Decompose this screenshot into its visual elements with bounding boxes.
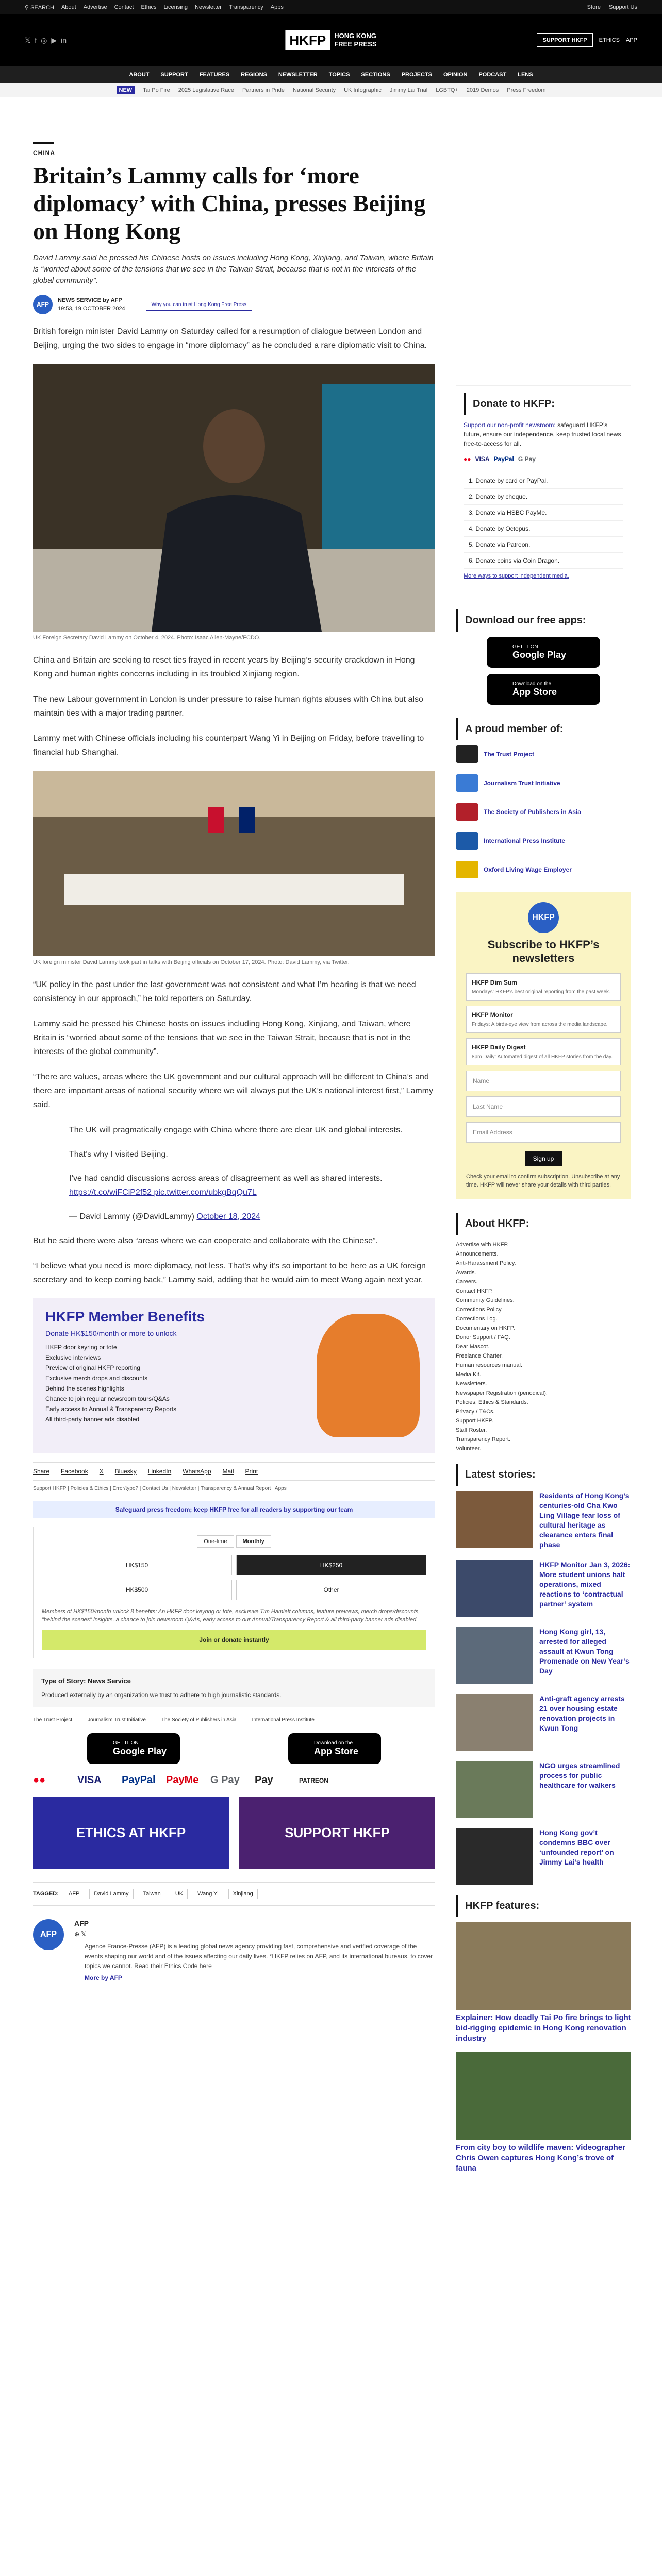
logo-line: HONG KONG bbox=[334, 32, 376, 40]
newsletter-desc: Fridays: A birds-eye view from across the media landscape. bbox=[472, 1022, 608, 1027]
photo-suit bbox=[152, 495, 322, 632]
logo-text bbox=[334, 32, 376, 48]
about-link[interactable]: Newspaper Registration (periodical). bbox=[456, 1390, 548, 1396]
support-promo[interactable]: SUPPORT HKFP bbox=[239, 1797, 435, 1869]
paragraph: Lammy met with Chinese officials including his counterpart Wang Yi in Beijing on Friday, before travelling to financial hub Shanghai. bbox=[33, 734, 424, 757]
about-link[interactable]: Transparency Report. bbox=[456, 1436, 510, 1443]
story-title: Anti-graft agency arrests 21 over housing estate renovation projects in Kwun Tong bbox=[539, 1694, 625, 1732]
story-type-desc: Produced externally by an organization we trust to adhere to high journalistic standards. bbox=[41, 1691, 282, 1699]
amount-option-selected[interactable]: HK$250 bbox=[236, 1555, 426, 1575]
tweet-link[interactable]: https://t.co/wiFCiP2f52 pic.twitter.com/ubkgBqQu7L bbox=[69, 1188, 257, 1197]
hkfp-badge: HKFP bbox=[528, 902, 559, 933]
paragraph: “I believe what you need is more diplomacy, not less. That’s why it’s so important to be here as a UK foreign secretary and to keep coming back,” Lammy said, adding that he would aim to meet Wang again next year. bbox=[33, 1262, 426, 1284]
author-social bbox=[74, 1930, 435, 1938]
nav-item[interactable]: OPINION bbox=[443, 72, 468, 78]
trending-link[interactable]: Jimmy Lai Trial bbox=[389, 87, 428, 93]
story-title: Hong Kong girl, 13, arrested for alleged assault at Kwun Tong Promenade on New Year’s Day bbox=[539, 1628, 630, 1675]
visa-icon: VISA bbox=[475, 455, 490, 463]
story-title: NGO urges streamlined process for public healthcare for walkers bbox=[539, 1761, 620, 1789]
photo-flag-cn bbox=[208, 807, 224, 833]
x-icon[interactable]: 𝕏 bbox=[81, 1930, 87, 1938]
jti-logo[interactable]: Journalism Trust Initiative bbox=[88, 1717, 146, 1723]
latest-heading: Latest stories: bbox=[456, 1464, 631, 1486]
about-link[interactable]: Staff Roster. bbox=[456, 1427, 487, 1433]
about-link[interactable]: Policies, Ethics & Standards. bbox=[456, 1399, 528, 1405]
latest-stories bbox=[456, 1491, 631, 1885]
newsletter-desc: 8pm Daily: Automated digest of all HKFP stories from the day. bbox=[472, 1054, 613, 1060]
tag[interactable]: Taiwan bbox=[139, 1889, 166, 1899]
gpay-icon: G Pay bbox=[518, 455, 536, 463]
about-link[interactable]: Anti-Harassment Policy. bbox=[456, 1260, 516, 1266]
share-linkedin[interactable]: LinkedIn bbox=[147, 1468, 172, 1475]
utility-link[interactable]: Ethics bbox=[141, 4, 157, 10]
story-title: HKFP Monitor Jan 3, 2026: More student unions halt operations, mixed reactions to ‘contractual partner’ system bbox=[539, 1561, 631, 1608]
photo-flag-uk bbox=[239, 807, 255, 833]
afp-avatar: AFP bbox=[33, 295, 53, 314]
name-field[interactable]: Name bbox=[466, 1071, 621, 1091]
tweet-text: The UK will pragmatically engage with China where there are clear UK and global interests. bbox=[69, 1126, 403, 1134]
byline-date: 19:53, 19 OCTOBER 2024 bbox=[58, 306, 125, 312]
email-field[interactable]: Email Address bbox=[466, 1122, 621, 1143]
about-links bbox=[456, 1240, 631, 1453]
org-name: International Press Institute bbox=[484, 837, 566, 844]
newsletter-name: HKFP Dim Sum bbox=[472, 979, 517, 986]
member-heading: A proud member of: bbox=[456, 718, 631, 740]
about-link[interactable]: Support HKFP. bbox=[456, 1418, 493, 1424]
about-link[interactable]: Advertise with HKFP. bbox=[456, 1242, 509, 1248]
share-whatsapp[interactable]: WhatsApp bbox=[183, 1468, 211, 1475]
story-thumbnail bbox=[456, 1761, 533, 1818]
story-item[interactable] bbox=[456, 1491, 631, 1550]
about-link[interactable]: Freelance Charter. bbox=[456, 1353, 503, 1359]
byline-source[interactable]: NEWS SERVICE by AFP bbox=[58, 297, 122, 303]
about-link[interactable]: Newsletters. bbox=[456, 1381, 487, 1387]
app-store-button[interactable] bbox=[487, 674, 600, 705]
story-thumbnail bbox=[456, 1491, 533, 1548]
author-box bbox=[33, 1919, 435, 1981]
newsletter-option[interactable] bbox=[466, 973, 621, 1001]
newsletter-signup bbox=[456, 892, 631, 1199]
story-thumbnail bbox=[456, 1627, 533, 1684]
article-column bbox=[33, 97, 435, 2182]
youtube-icon[interactable]: ▶ bbox=[51, 36, 57, 44]
org-item[interactable] bbox=[456, 745, 631, 763]
trending-link[interactable]: UK Infographic bbox=[344, 87, 382, 93]
app-link[interactable]: APP bbox=[625, 37, 637, 43]
nav-item[interactable]: TOPICS bbox=[328, 72, 350, 78]
tweet-text: That’s why I visited Beijing. bbox=[69, 1150, 168, 1159]
last-name-field[interactable]: Last Name bbox=[466, 1096, 621, 1117]
feature-item[interactable] bbox=[456, 2052, 631, 2174]
share-bluesky[interactable]: Bluesky bbox=[114, 1468, 137, 1475]
tweet-date-link[interactable]: October 18, 2024 bbox=[196, 1212, 261, 1221]
utility-link[interactable]: Advertise bbox=[83, 4, 107, 10]
member-logos-row bbox=[33, 1717, 435, 1723]
donation-option[interactable]: 6. Donate coins via Coin Dragon. bbox=[464, 553, 623, 569]
article-standfirst: David Lammy said he pressed his Chinese hosts on issues including Hong Kong, Xinjiang, and Taiwan, where Britain is “worried about some of the tensions that we see in the Taiwan Strait, because that is not in the interests of the global community”. bbox=[33, 253, 434, 285]
tag[interactable]: UK bbox=[171, 1889, 188, 1899]
share-bar bbox=[33, 1462, 435, 1481]
trust-link[interactable]: Why you can trust Hong Kong Free Press bbox=[146, 299, 253, 311]
signup-note: Check your email to confirm subscription. Unsubscribe at any time. HKFP will never share your details with third parties. bbox=[466, 1174, 620, 1188]
feature-image bbox=[456, 2052, 631, 2140]
gpay-icon[interactable]: G Pay bbox=[210, 1774, 240, 1786]
author-bio bbox=[85, 1942, 435, 1971]
donate-heading: Donate to HKFP: bbox=[464, 393, 623, 415]
article-photo-lammy bbox=[33, 364, 435, 632]
nav-item[interactable]: SECTIONS bbox=[361, 72, 390, 78]
support-hkfp-button[interactable]: SUPPORT HKFP bbox=[537, 33, 592, 47]
tag[interactable]: AFP bbox=[64, 1889, 84, 1899]
donation-frequency-tabs bbox=[42, 1535, 426, 1548]
tag[interactable]: Xinjiang bbox=[228, 1889, 258, 1899]
about-link[interactable]: Corrections Log. bbox=[456, 1316, 498, 1322]
trust-project-icon bbox=[456, 745, 478, 763]
story-item[interactable] bbox=[456, 1627, 631, 1684]
story-thumbnail bbox=[456, 1560, 533, 1617]
nav-item[interactable]: ABOUT bbox=[129, 72, 150, 78]
app-store-button[interactable] bbox=[288, 1733, 381, 1764]
share-x[interactable]: X bbox=[99, 1468, 104, 1475]
trending-link[interactable]: 2019 Demos bbox=[466, 87, 499, 93]
ethics-code-link[interactable]: Read their Ethics Code here bbox=[134, 1962, 212, 1970]
story-item[interactable] bbox=[456, 1761, 631, 1818]
org-name: The Trust Project bbox=[484, 751, 535, 758]
benefit-item: Early access to Annual & Transparency Reports bbox=[45, 1405, 177, 1413]
utility-link[interactable]: Transparency bbox=[228, 4, 263, 10]
patreon-icon[interactable]: PATREON bbox=[299, 1776, 328, 1784]
logo-mark: HKFP bbox=[285, 30, 330, 50]
donate-blurb bbox=[464, 420, 623, 448]
about-link[interactable]: Human resources manual. bbox=[456, 1362, 523, 1368]
sopa-logo[interactable]: The Society of Publishers in Asia bbox=[161, 1717, 237, 1723]
tag-list bbox=[33, 1882, 435, 1906]
join-donate-button[interactable]: Join or donate instantly bbox=[42, 1630, 426, 1650]
paypal-icon: PayPal bbox=[493, 455, 514, 463]
benefit-item: Exclusive merch drops and discounts bbox=[45, 1375, 148, 1382]
store-caption: GET IT ON bbox=[113, 1740, 139, 1746]
jti-icon bbox=[456, 774, 478, 792]
newsletter-desc: Mondays: HKFP’s best original reporting from the past week. bbox=[472, 989, 610, 995]
paragraph: “There are values, areas where the UK government and our cultural approach will be different to China’s and there are important areas of national security where we will always put the UK’s national interest first,” Lammy said. bbox=[33, 1073, 434, 1109]
tag[interactable]: Wang Yi bbox=[193, 1889, 223, 1899]
benefit-item: Behind the scenes highlights bbox=[45, 1385, 124, 1392]
donate-link[interactable]: Support our non-profit newsroom: bbox=[464, 421, 556, 429]
tweet-attribution bbox=[69, 1210, 435, 1224]
article-category[interactable]: CHINA bbox=[33, 149, 55, 157]
features-heading: HKFP features: bbox=[456, 1895, 631, 1917]
paypal-icon[interactable]: PayPal bbox=[122, 1774, 156, 1786]
banner-subtitle: Donate HK$150/month or more to unlock bbox=[45, 1329, 177, 1337]
tagged-label: TAGGED: bbox=[33, 1891, 59, 1897]
social-icons bbox=[25, 36, 67, 45]
about-link[interactable]: Contact HKFP. bbox=[456, 1288, 493, 1294]
share-print[interactable]: Print bbox=[245, 1468, 258, 1475]
payme-icon[interactable]: PayMe bbox=[166, 1774, 199, 1786]
google-play-button[interactable] bbox=[487, 637, 600, 668]
globe-icon[interactable]: ⊕ bbox=[74, 1930, 80, 1938]
story-item[interactable] bbox=[456, 1694, 631, 1751]
benefit-item: Preview of original HKFP reporting bbox=[45, 1364, 140, 1371]
paragraph: But he said there were also “areas where we can cooperate and collaborate with the Chinese”. bbox=[33, 1236, 378, 1245]
photo-illustration bbox=[33, 364, 435, 632]
sidebar-payment-icons bbox=[464, 455, 623, 463]
about-link[interactable]: Careers. bbox=[456, 1279, 478, 1285]
visa-icon[interactable]: VISA bbox=[77, 1774, 102, 1786]
new-badge: NEW bbox=[117, 86, 135, 94]
signup-button[interactable]: Sign up bbox=[525, 1151, 562, 1166]
org-name: The Society of Publishers in Asia bbox=[484, 808, 581, 816]
org-item[interactable] bbox=[456, 832, 631, 850]
store-link[interactable]: Store bbox=[587, 4, 601, 10]
store-name: App Store bbox=[512, 687, 557, 697]
trending-link[interactable]: 2025 Legislative Race bbox=[178, 87, 234, 93]
photo-table bbox=[64, 874, 404, 905]
photo-caption: UK foreign minister David Lammy took part in talks with Beijing officials on October 17, 2024. Photo: David Lammy, via Twitter. bbox=[33, 959, 350, 965]
amount-option-other[interactable]: Other bbox=[236, 1580, 426, 1600]
nav-item[interactable]: PROJECTS bbox=[401, 72, 432, 78]
logo-line: FREE PRESS bbox=[334, 40, 377, 48]
donation-option[interactable]: 3. Donate via HSBC PayMe. bbox=[464, 505, 623, 521]
utility-link[interactable]: Apps bbox=[270, 4, 284, 10]
tag[interactable]: David Lammy bbox=[89, 1889, 133, 1899]
benefit-item: HKFP door keyring or tote bbox=[45, 1344, 117, 1351]
org-item[interactable] bbox=[456, 861, 631, 878]
nav-item[interactable]: SUPPORT bbox=[160, 72, 188, 78]
sidebar bbox=[456, 97, 631, 2182]
about-link[interactable]: Volunteer. bbox=[456, 1446, 481, 1452]
store-name: Google Play bbox=[512, 650, 567, 660]
paragraph: China and Britain are seeking to reset ties frayed in recent years by Beijing’s security crackdown in Hong Kong and human rights concerns including in its troubled Xinjiang region. bbox=[33, 656, 415, 679]
trending-link[interactable]: National Security bbox=[292, 87, 336, 93]
apps-heading: Download our free apps: bbox=[456, 609, 631, 632]
story-thumbnail bbox=[456, 1694, 533, 1751]
feature-image bbox=[456, 1922, 631, 2010]
member-benefits-banner[interactable] bbox=[33, 1298, 435, 1453]
paragraph: “UK policy in the past under the last government was not consistent and what I’m hearing is that we need consistency in our approach,” he told reporters on Saturday. bbox=[33, 980, 416, 1003]
promo-tiles bbox=[33, 1797, 435, 1869]
about-link[interactable]: Dear Mascot. bbox=[456, 1344, 490, 1350]
about-link[interactable]: Announcements. bbox=[456, 1251, 499, 1257]
benefit-item: Chance to join regular newsroom tours/Q&As bbox=[45, 1395, 170, 1402]
share-link[interactable]: Share bbox=[33, 1468, 50, 1475]
mastercard-icon[interactable]: ●● bbox=[33, 1774, 46, 1786]
nav-item[interactable]: PODCAST bbox=[478, 72, 507, 78]
paragraph: British foreign minister David Lammy on Saturday called for a resumption of dialogue between London and Beijing, urging the two sides to engage in “more diplomacy” as he concluded a rare diplomatic visit to China. bbox=[33, 327, 427, 350]
trending-link[interactable]: LGBTQ+ bbox=[436, 87, 458, 93]
paragraph: The new Labour government in London is under pressure to raise human rights abuses with China but also maintain ties with a major trading partner. bbox=[33, 695, 423, 718]
sidebar-app-buttons bbox=[456, 637, 631, 705]
feature-title: From city boy to wildlife maven: Videographer Chris Owen captures Hong Kong’s trove of fauna bbox=[456, 2143, 625, 2173]
amount-option[interactable]: HK$500 bbox=[42, 1580, 232, 1600]
support-banner[interactable]: Safeguard press freedom; keep HKFP free for all readers by supporting our team bbox=[33, 1501, 435, 1518]
donation-amounts bbox=[42, 1555, 426, 1600]
photo-head bbox=[203, 409, 265, 483]
site-logo[interactable] bbox=[285, 30, 376, 50]
feature-title: Explainer: How deadly Tai Po fire brings to light bid-rigging epidemic in Hong Kong renovation industry bbox=[456, 2013, 631, 2043]
nav-item[interactable]: LENS bbox=[518, 72, 533, 78]
author-avatar: AFP bbox=[33, 1919, 64, 1950]
member-orgs bbox=[456, 745, 631, 878]
photo-caption: UK Foreign Secretary David Lammy on October 4, 2024. Photo: Isaac Allen-Mayne/FCDO. bbox=[33, 635, 261, 641]
store-name: App Store bbox=[314, 1746, 359, 1756]
applepay-icon[interactable]: Pay bbox=[255, 1774, 273, 1786]
amount-option[interactable]: HK$150 bbox=[42, 1555, 232, 1575]
trust-project-logo[interactable]: The Trust Project bbox=[33, 1717, 73, 1723]
mastercard-icon: ●● bbox=[464, 455, 471, 463]
store-caption: GET IT ON bbox=[512, 644, 538, 650]
about-link[interactable]: Donor Support / FAQ. bbox=[456, 1334, 510, 1341]
newsletter-option[interactable] bbox=[466, 1006, 621, 1033]
author-name[interactable]: AFP bbox=[74, 1919, 89, 1927]
mascot-illustration bbox=[317, 1314, 420, 1437]
living-wage-icon bbox=[456, 861, 478, 878]
nav-item[interactable]: NEWSLETTER bbox=[278, 72, 318, 78]
tier-description: Members of HK$150/month unlock 8 benefits: An HKFP door keyring or tote, exclusive Tim Hamlett columns, feature previews, merch drops/discounts, "behind the scenes" insights, a chance to join newsroom Q&As, early access to our Annual/Transparency Report & all third-party banner ads disabled. bbox=[42, 1608, 420, 1623]
org-name: Oxford Living Wage Employer bbox=[484, 866, 572, 873]
utility-link[interactable]: Licensing bbox=[163, 4, 188, 10]
about-heading: About HKFP: bbox=[456, 1213, 631, 1235]
story-title: Hong Kong gov’t condemns BBC over ‘unfounded report’ on Jimmy Lai’s health bbox=[539, 1828, 614, 1866]
top-utility-bar bbox=[0, 0, 662, 14]
story-title: Residents of Hong Kong’s centuries-old Cha Kwo Ling Village fear loss of cultural heritage as clearance enters final phase bbox=[539, 1492, 630, 1549]
trending-link[interactable]: Partners in Pride bbox=[242, 87, 285, 93]
org-item[interactable] bbox=[456, 803, 631, 821]
tab-one-time[interactable]: One-time bbox=[197, 1535, 234, 1548]
store-caption: Download on the bbox=[512, 681, 552, 687]
about-link[interactable]: Community Guidelines. bbox=[456, 1297, 515, 1303]
about-link[interactable]: Media Kit. bbox=[456, 1371, 481, 1378]
article-footer-links[interactable]: Support HKFP | Policies & Ethics | Error/typo? | Contact Us | Newsletter | Transparency & Annual Report | Apps bbox=[33, 1486, 287, 1492]
byline-text bbox=[58, 296, 125, 313]
newsletter-option[interactable] bbox=[466, 1038, 621, 1065]
byline bbox=[33, 295, 435, 325]
feature-item[interactable] bbox=[456, 1922, 631, 2044]
utility-link[interactable]: About bbox=[61, 4, 76, 10]
ethics-link[interactable]: ETHICS bbox=[599, 37, 620, 43]
trending-link[interactable]: Press Freedom bbox=[507, 87, 546, 93]
donate-blurb-text: safeguard HKFP’s future, ensure our independence, keep trusted local news free-to-access for all. bbox=[464, 421, 621, 447]
story-type-box bbox=[33, 1669, 435, 1707]
ipi-icon bbox=[456, 832, 478, 850]
nav-item[interactable]: REGIONS bbox=[241, 72, 267, 78]
utility-right bbox=[587, 4, 637, 10]
story-thumbnail bbox=[456, 1828, 533, 1885]
story-type-title: Type of Story: News Service bbox=[41, 1677, 427, 1688]
org-item[interactable] bbox=[456, 774, 631, 792]
story-item[interactable] bbox=[456, 1828, 631, 1885]
donation-option[interactable]: 5. Donate via Patreon. bbox=[464, 537, 623, 553]
tweet-line: I’ve had candid discussions across areas of disagreement as well as shared interests. bbox=[69, 1174, 383, 1183]
benefit-list bbox=[45, 1344, 302, 1423]
instagram-icon[interactable]: ◎ bbox=[41, 36, 47, 44]
embedded-tweet bbox=[69, 1123, 435, 1224]
store-caption: Download on the bbox=[314, 1740, 353, 1746]
article-headline: Britain’s Lammy calls for ‘more diplomacy’ with China, presses Beijing on Hong Kong bbox=[33, 162, 426, 244]
donation-options bbox=[464, 473, 623, 569]
article-body bbox=[33, 325, 435, 1287]
author-details bbox=[74, 1919, 435, 1981]
search-label: SEARCH bbox=[30, 4, 54, 11]
google-play-button[interactable] bbox=[87, 1733, 180, 1764]
donation-widget bbox=[33, 1527, 435, 1658]
tweet-text bbox=[69, 1172, 435, 1199]
article-photo-talks bbox=[33, 771, 435, 956]
main-nav bbox=[0, 66, 662, 83]
x-icon[interactable]: 𝕏 bbox=[25, 36, 31, 44]
app-store-buttons bbox=[33, 1733, 435, 1764]
trending-link[interactable]: Tai Po Fire bbox=[143, 87, 170, 93]
donation-option[interactable]: 1. Donate by card or PayPal. bbox=[464, 473, 623, 489]
kicker-rule bbox=[33, 142, 54, 144]
paragraph: Lammy said he pressed his Chinese hosts on issues including Hong Kong, Xinjiang, and Taiwan, where Britain is “worried about some of the tensions that we see in the Taiwan Strait, because that is not in the interests of the global community”. bbox=[33, 1020, 411, 1056]
about-link[interactable]: Awards. bbox=[456, 1269, 476, 1276]
more-ways-link[interactable]: More ways to support independent media. bbox=[464, 573, 569, 579]
utility-link[interactable]: Newsletter bbox=[194, 4, 222, 10]
org-name: Journalism Trust Initiative bbox=[484, 779, 560, 787]
more-by-author-link[interactable]: More by AFP bbox=[85, 1974, 122, 1981]
about-link[interactable]: Privacy / T&Cs. bbox=[456, 1409, 495, 1415]
masthead-actions bbox=[537, 33, 637, 47]
donation-option[interactable]: 4. Donate by Octopus. bbox=[464, 521, 623, 537]
sopa-icon bbox=[456, 803, 478, 821]
tweet-author: — David Lammy (@DavidLammy) bbox=[69, 1212, 194, 1221]
utility-links bbox=[61, 4, 284, 10]
share-mail[interactable]: Mail bbox=[222, 1468, 234, 1475]
benefit-item: All third-party banner ads disabled bbox=[45, 1416, 140, 1423]
trending-bar bbox=[0, 83, 662, 97]
utility-link[interactable]: Contact bbox=[114, 4, 134, 10]
ipi-logo[interactable]: International Press Institute bbox=[252, 1717, 315, 1723]
masthead bbox=[0, 14, 662, 66]
donation-option[interactable]: 2. Donate by cheque. bbox=[464, 489, 623, 505]
support-us-link[interactable]: Support Us bbox=[608, 4, 637, 10]
banner-title: HKFP Member Benefits bbox=[45, 1309, 205, 1325]
linkedin-icon[interactable]: in bbox=[61, 36, 67, 44]
about-link[interactable]: Corrections Policy. bbox=[456, 1307, 503, 1313]
benefit-item: Exclusive interviews bbox=[45, 1354, 101, 1361]
photo-illustration bbox=[33, 771, 435, 956]
newsletter-heading: Subscribe to HKFP’s newsletters bbox=[487, 938, 600, 964]
page-content bbox=[0, 97, 662, 2182]
donate-widget bbox=[456, 385, 631, 600]
story-item[interactable] bbox=[456, 1560, 631, 1617]
store-name: Google Play bbox=[113, 1746, 167, 1756]
nav-item[interactable]: FEATURES bbox=[199, 72, 230, 78]
newsletter-name: HKFP Daily Digest bbox=[472, 1044, 526, 1051]
search-link[interactable]: ⚲ SEARCH bbox=[25, 4, 54, 11]
ethics-promo[interactable]: ETHICS AT HKFP bbox=[33, 1797, 229, 1869]
about-link[interactable]: Documentary on HKFP. bbox=[456, 1325, 515, 1331]
photo-wall bbox=[33, 771, 435, 817]
author-bio-text: Agence France-Presse (AFP) is a leading global news agency providing fast, comprehensive and verified coverage of the events shaping our world and of the issues affecting our daily lives. *HKFP relies on AFP, and its international bureaus, to cover topics we cannot. bbox=[85, 1943, 433, 1970]
payment-methods bbox=[33, 1774, 435, 1786]
banner-text bbox=[33, 1298, 315, 1453]
newsletter-name: HKFP Monitor bbox=[472, 1011, 513, 1019]
tab-monthly[interactable]: Monthly bbox=[236, 1535, 271, 1548]
facebook-icon[interactable]: f bbox=[35, 36, 37, 44]
share-facebook[interactable]: Facebook bbox=[61, 1468, 88, 1475]
